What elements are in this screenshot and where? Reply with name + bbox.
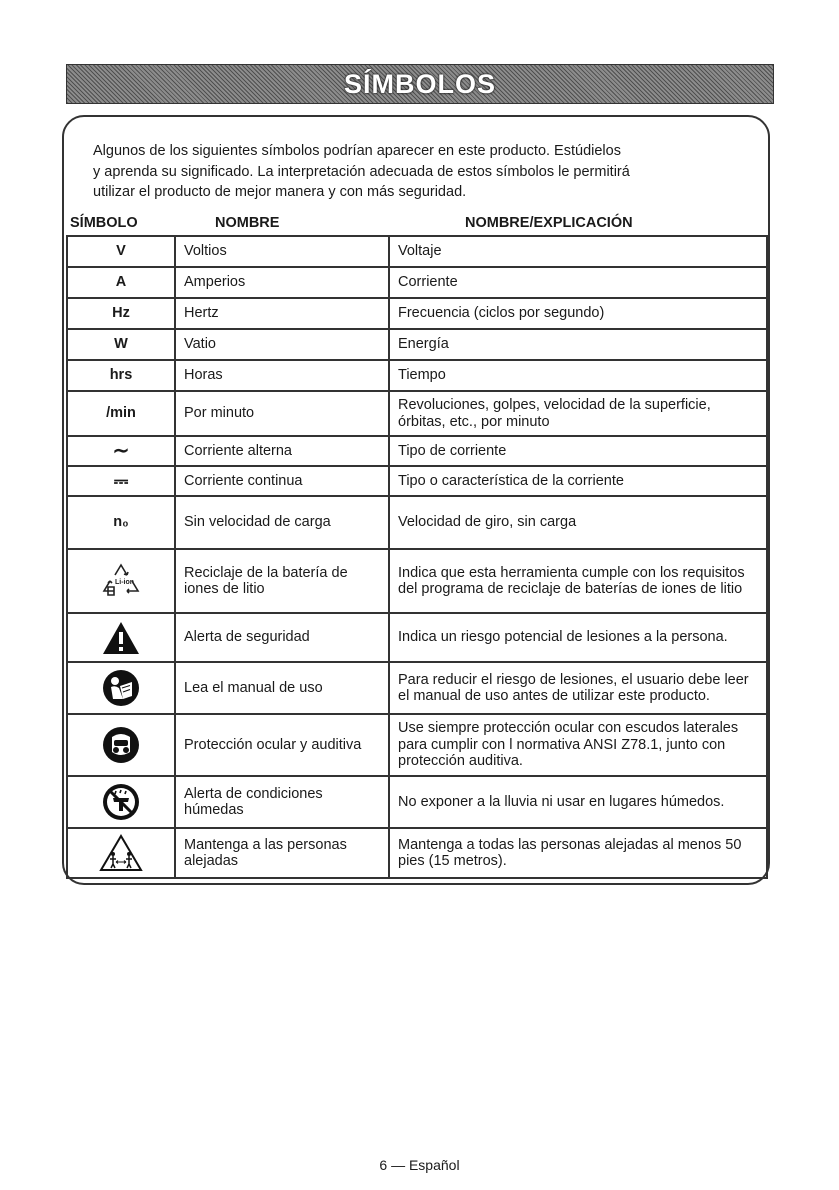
explanation-cell: Indica un riesgo potencial de lesiones a la persona. [389,613,767,662]
name-cell: Vatio [175,329,389,360]
symbol-cell [67,828,175,878]
intro-line: y aprenda su significado. La interpretación adecuada de estos símbolos le permitirá [93,163,630,180]
name-cell: Por minuto [175,391,389,436]
table-row [67,466,767,496]
table-row [67,496,767,549]
intro-paragraph [93,141,763,203]
explanation-cell: Velocidad de giro, sin carga [389,496,767,549]
symbol-cell [67,613,175,662]
intro-line: Algunos de los siguientes símbolos podrían aparecer en este producto. Estúdielos [93,143,621,159]
table-row [67,613,767,662]
explanation-cell: Indica que esta herramienta cumple con los requisitos del programa de reciclaje de baterías de iones de litio [389,549,767,613]
page-title: SÍMBOLOS [343,69,496,99]
name-cell: Alerta de seguridad [175,613,389,662]
symbol-cell [67,549,175,613]
symbol-cell: ⎓ [67,466,175,496]
table-row [67,662,767,714]
table-row [67,298,767,329]
name-cell: Protección ocular y auditiva [175,714,389,776]
explanation-cell: Use siempre protección ocular con escudos laterales para cumplir con l normativa ANSI Z78.1, junto con protección auditiva. [389,714,767,776]
li-ion-recycle-icon [98,561,144,601]
name-cell: Corriente alterna [175,436,389,466]
explanation-cell: Tipo o característica de la corriente [389,466,767,496]
symbol-cell: W [67,329,175,360]
explanation-cell: Revoluciones, golpes, velocidad de la superficie, órbitas, etc., por minuto [389,391,767,436]
name-cell: Amperios [175,267,389,298]
symbol-cell: A [67,267,175,298]
symbol-cell [67,662,175,714]
name-cell: Corriente continua [175,466,389,496]
safety-alert-icon [101,620,141,656]
symbol-cell: ∼ [67,436,175,466]
table-row [67,714,767,776]
symbol-cell: V [67,236,175,267]
symbol-cell: /min [67,391,175,436]
table-row [67,776,767,828]
name-cell: Reciclaje de la batería de iones de litio [175,549,389,613]
explanation-cell: Voltaje [389,236,767,267]
name-cell: Lea el manual de uso [175,662,389,714]
name-cell: Sin velocidad de carga [175,496,389,549]
symbol-cell [67,714,175,776]
name-cell: Alerta de condiciones húmedas [175,776,389,828]
section-banner [66,64,774,104]
explanation-cell: Para reducir el riesgo de lesiones, el usuario debe leer el manual de uso antes de utilizar este producto. [389,662,767,714]
explanation-cell: Corriente [389,267,767,298]
header-name: NOMBRE [215,215,280,231]
name-cell: Hertz [175,298,389,329]
explanation-cell: Mantenga a todas las personas alejadas al menos 50 pies (15 metros). [389,828,767,878]
read-manual-icon [101,668,141,708]
name-cell: Mantenga a las personas alejadas [175,828,389,878]
table-row [67,236,767,267]
table-row [67,267,767,298]
table-row [67,391,767,436]
symbols-table [66,235,768,879]
explanation-cell: No exponer a la lluvia ni usar en lugares húmedos. [389,776,767,828]
name-cell: Voltios [175,236,389,267]
header-explanation: NOMBRE/EXPLICACIÓN [465,215,633,231]
symbol-cell: n₀ [67,496,175,549]
explanation-cell: Tipo de corriente [389,436,767,466]
header-symbol: SÍMBOLO [70,215,138,231]
table-row [67,329,767,360]
explanation-cell: Frecuencia (ciclos por segundo) [389,298,767,329]
intro-line: utilizar el producto de mejor manera y con más seguridad. [93,184,467,200]
symbol-cell: Hz [67,298,175,329]
table-row [67,828,767,878]
name-cell: Horas [175,360,389,391]
wet-conditions-icon [101,782,141,822]
table-row [67,436,767,466]
keep-bystanders-away-icon [99,834,143,872]
explanation-cell: Tiempo [389,360,767,391]
symbol-cell [67,776,175,828]
eye-ear-protection-icon [101,725,141,765]
explanation-cell: Energía [389,329,767,360]
page-footer: 6 — Español [379,1157,460,1173]
table-row [67,360,767,391]
svg-text:Li-ion: Li-ion [115,579,135,586]
table-row [67,549,767,613]
symbol-cell: hrs [67,360,175,391]
